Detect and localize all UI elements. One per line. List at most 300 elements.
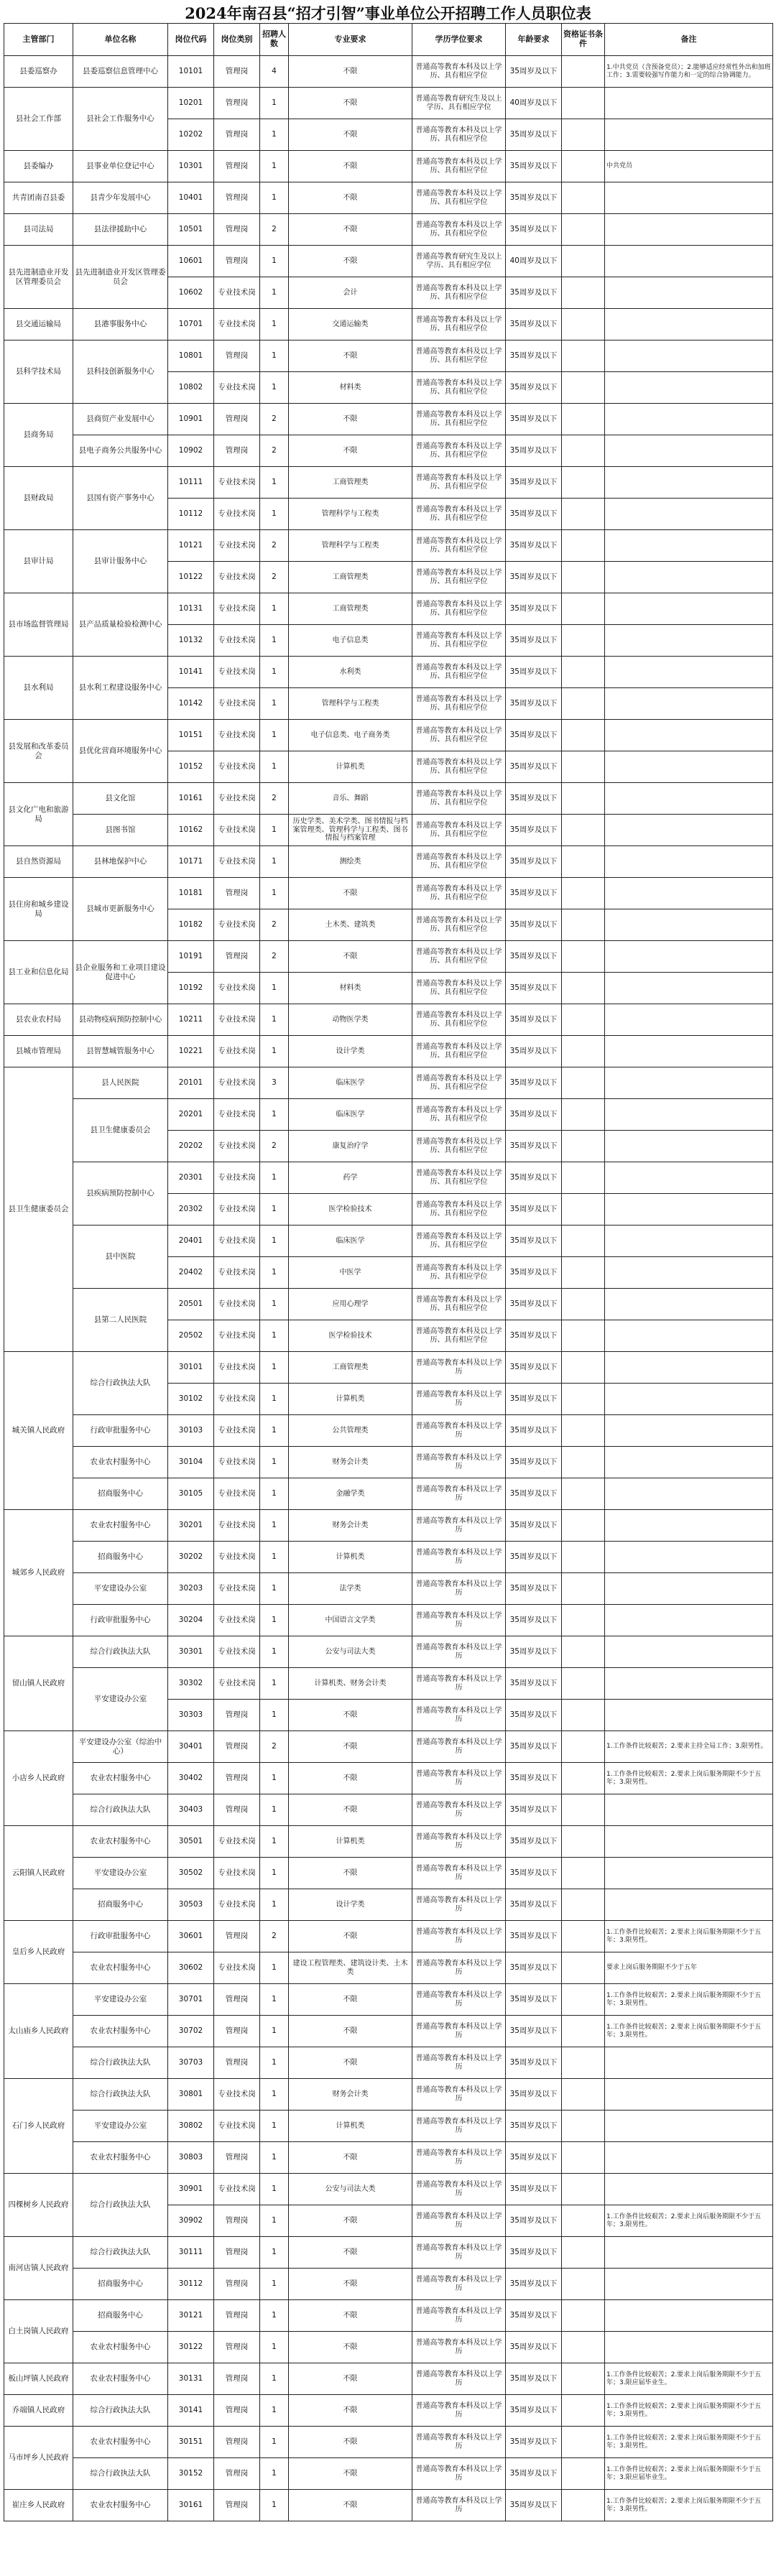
- cell-count: 1: [260, 1226, 289, 1257]
- table-row: [4, 1510, 773, 1542]
- cell-major: 不限: [289, 340, 412, 372]
- cell-major: 不限: [289, 1763, 412, 1794]
- cell-category: 专业技术岗: [214, 1605, 260, 1636]
- cell-age: 35周岁及以下: [506, 1952, 562, 1984]
- cell-age: 35周岁及以下: [506, 941, 562, 973]
- cell-certificate: [562, 846, 605, 878]
- cell-remarks: [605, 1605, 773, 1636]
- cell-remarks: [605, 435, 773, 467]
- cell-dept: 马市坪乡人民政府: [4, 2427, 73, 2490]
- cell-education: 普通高等教育本科及以上学历: [412, 1921, 506, 1952]
- cell-major: 财务会计类: [289, 2079, 412, 2111]
- cell-age: 35周岁及以下: [506, 973, 562, 1004]
- cell-remarks: [605, 657, 773, 688]
- cell-major: 临床医学: [289, 1099, 412, 1131]
- cell-code: 20101: [168, 1067, 214, 1099]
- cell-age: 35周岁及以下: [506, 878, 562, 909]
- cell-dept: 留山镇人民政府: [4, 1636, 73, 1731]
- cell-remarks: [605, 2079, 773, 2111]
- cell-code: 20301: [168, 1162, 214, 1194]
- cell-education: 普通高等教育本科及以上学历、具有相应学位: [412, 1004, 506, 1036]
- cell-education: 普通高等教育本科及以上学历、具有相应学位: [412, 404, 506, 435]
- cell-code: 10111: [168, 467, 214, 499]
- cell-count: 1: [260, 2079, 289, 2111]
- table-row: [4, 1352, 773, 1384]
- cell-major: 不限: [289, 1984, 412, 2016]
- cell-code: 10112: [168, 499, 214, 530]
- cell-education: 普通高等教育本科及以上学历、具有相应学位: [412, 56, 506, 88]
- cell-certificate: [562, 1352, 605, 1384]
- cell-unit: 县法律援助中心: [73, 214, 168, 246]
- cell-category: 专业技术岗: [214, 2111, 260, 2142]
- header-education: 学历学位要求: [412, 24, 506, 56]
- cell-category: 管理岗: [214, 2490, 260, 2521]
- cell-code: 30112: [168, 2269, 214, 2300]
- table-row: [4, 815, 773, 846]
- cell-age: 35周岁及以下: [506, 1700, 562, 1731]
- cell-major: 工商管理类: [289, 1352, 412, 1384]
- cell-age: 35周岁及以下: [506, 1636, 562, 1668]
- cell-certificate: [562, 1478, 605, 1510]
- cell-major: 不限: [289, 404, 412, 435]
- cell-certificate: [562, 973, 605, 1004]
- cell-category: 专业技术岗: [214, 720, 260, 751]
- table-row: [4, 2047, 773, 2079]
- cell-education: 普通高等教育本科及以上学历: [412, 2332, 506, 2363]
- table-row: [4, 1858, 773, 1889]
- cell-count: 2: [260, 941, 289, 973]
- cell-remarks: [605, 1257, 773, 1289]
- cell-major: 不限: [289, 941, 412, 973]
- cell-major: 应用心理学: [289, 1289, 412, 1320]
- table-row: [4, 783, 773, 815]
- table-row: [4, 2458, 773, 2490]
- cell-major: 不限: [289, 1921, 412, 1952]
- cell-age: 35周岁及以下: [506, 2490, 562, 2521]
- cell-major: 材料类: [289, 372, 412, 404]
- cell-code: 30302: [168, 1668, 214, 1700]
- cell-remarks: [605, 846, 773, 878]
- cell-major: 计算机类: [289, 2111, 412, 2142]
- cell-major: 不限: [289, 2269, 412, 2300]
- cell-education: 普通高等教育研究生及以上学历、具有相应学位: [412, 246, 506, 277]
- cell-age: 35周岁及以下: [506, 1257, 562, 1289]
- cell-certificate: [562, 2332, 605, 2363]
- table-row: [4, 2300, 773, 2332]
- table-row: [4, 182, 773, 214]
- cell-dept: 共青团南召县委: [4, 182, 73, 214]
- cell-dept: 县住房和城乡建设局: [4, 878, 73, 941]
- cell-category: 管理岗: [214, 2016, 260, 2047]
- cell-unit: 招商服务中心: [73, 1478, 168, 1510]
- cell-education: 普通高等教育本科及以上学历: [412, 2111, 506, 2142]
- cell-unit: 县港事服务中心: [73, 309, 168, 340]
- cell-major: 不限: [289, 2047, 412, 2079]
- cell-major: 金融学类: [289, 1478, 412, 1510]
- cell-code: 30801: [168, 2079, 214, 2111]
- cell-dept: 县工业和信息化局: [4, 941, 73, 1004]
- cell-age: 35周岁及以下: [506, 1447, 562, 1478]
- cell-unit: 县水利工程建设服务中心: [73, 657, 168, 720]
- cell-count: 1: [260, 973, 289, 1004]
- cell-major: 不限: [289, 1731, 412, 1763]
- cell-count: 1: [260, 2111, 289, 2142]
- cell-unit: 县城市更新服务中心: [73, 878, 168, 941]
- cell-age: 35周岁及以下: [506, 1099, 562, 1131]
- cell-count: 1: [260, 2016, 289, 2047]
- cell-certificate: [562, 1510, 605, 1542]
- cell-unit: 县优化营商环境服务中心: [73, 720, 168, 783]
- cell-count: 2: [260, 530, 289, 562]
- cell-education: 普通高等教育本科及以上学历、具有相应学位: [412, 151, 506, 182]
- cell-age: 35周岁及以下: [506, 562, 562, 593]
- cell-remarks: [605, 182, 773, 214]
- cell-code: 30104: [168, 1447, 214, 1478]
- cell-dept: 板山坪镇人民政府: [4, 2363, 73, 2395]
- cell-certificate: [562, 119, 605, 151]
- cell-age: 35周岁及以下: [506, 1194, 562, 1226]
- cell-count: 2: [260, 404, 289, 435]
- table-row: [4, 1763, 773, 1794]
- cell-unit: 县文化馆: [73, 783, 168, 815]
- cell-unit: 县卫生健康委员会: [73, 1099, 168, 1162]
- cell-age: 35周岁及以下: [506, 2363, 562, 2395]
- cell-category: 专业技术岗: [214, 1289, 260, 1320]
- cell-count: 1: [260, 1352, 289, 1384]
- cell-age: 35周岁及以下: [506, 1289, 562, 1320]
- cell-category: 专业技术岗: [214, 372, 260, 404]
- cell-certificate: [562, 688, 605, 720]
- table-row: [4, 1036, 773, 1067]
- cell-count: 1: [260, 1858, 289, 1889]
- cell-education: 普通高等教育本科及以上学历、具有相应学位: [412, 815, 506, 846]
- cell-unit: 县图书馆: [73, 815, 168, 846]
- cell-dept: 县城市管理局: [4, 1036, 73, 1067]
- cell-category: 专业技术岗: [214, 1131, 260, 1162]
- cell-education: 普通高等教育本科及以上学历、具有相应学位: [412, 340, 506, 372]
- cell-count: 3: [260, 1067, 289, 1099]
- cell-education: 普通高等教育本科及以上学历、具有相应学位: [412, 973, 506, 1004]
- table-row: [4, 246, 773, 277]
- cell-certificate: [562, 499, 605, 530]
- cell-remarks: [605, 973, 773, 1004]
- cell-education: 普通高等教育本科及以上学历、具有相应学位: [412, 941, 506, 973]
- cell-category: 管理岗: [214, 1794, 260, 1826]
- table-row: [4, 2395, 773, 2427]
- cell-remarks: [605, 909, 773, 941]
- cell-unit: 综合行政执法大队: [73, 2174, 168, 2237]
- cell-remarks: [605, 1162, 773, 1194]
- cell-education: 普通高等教育本科及以上学历、具有相应学位: [412, 435, 506, 467]
- cell-age: 35周岁及以下: [506, 56, 562, 88]
- cell-certificate: [562, 2142, 605, 2174]
- cell-category: 管理岗: [214, 2269, 260, 2300]
- cell-age: 35周岁及以下: [506, 2427, 562, 2458]
- cell-code: 30105: [168, 1478, 214, 1510]
- cell-remarks: [605, 1320, 773, 1352]
- cell-certificate: [562, 1289, 605, 1320]
- cell-category: 管理岗: [214, 1700, 260, 1731]
- cell-category: 专业技术岗: [214, 815, 260, 846]
- cell-major: 不限: [289, 1858, 412, 1889]
- cell-major: 中国语言文学类: [289, 1605, 412, 1636]
- table-row: [4, 1573, 773, 1605]
- cell-education: 普通高等教育本科及以上学历、具有相应学位: [412, 309, 506, 340]
- cell-certificate: [562, 56, 605, 88]
- cell-code: 10171: [168, 846, 214, 878]
- cell-dept: 云阳镇人民政府: [4, 1826, 73, 1921]
- cell-education: 普通高等教育本科及以上学历、具有相应学位: [412, 688, 506, 720]
- cell-unit: 综合行政执法大队: [73, 2395, 168, 2427]
- cell-remarks: [605, 277, 773, 309]
- cell-remarks: [605, 1067, 773, 1099]
- cell-count: 2: [260, 214, 289, 246]
- cell-age: 35周岁及以下: [506, 1415, 562, 1447]
- cell-category: 专业技术岗: [214, 530, 260, 562]
- cell-certificate: [562, 1668, 605, 1700]
- cell-code: 10902: [168, 435, 214, 467]
- cell-certificate: [562, 909, 605, 941]
- cell-age: 35周岁及以下: [506, 1352, 562, 1384]
- cell-education: 普通高等教育本科及以上学历: [412, 2047, 506, 2079]
- cell-code: 10601: [168, 246, 214, 277]
- cell-dept: 县商务局: [4, 404, 73, 467]
- cell-remarks: [605, 499, 773, 530]
- cell-certificate: [562, 2205, 605, 2237]
- cell-major: 不限: [289, 2458, 412, 2490]
- table-row: [4, 2427, 773, 2458]
- cell-unit: 县中医院: [73, 1226, 168, 1289]
- cell-count: 1: [260, 1605, 289, 1636]
- cell-major: 不限: [289, 214, 412, 246]
- cell-category: 专业技术岗: [214, 751, 260, 783]
- cell-count: 1: [260, 1636, 289, 1668]
- table-row: [4, 2174, 773, 2205]
- cell-age: 35周岁及以下: [506, 625, 562, 657]
- cell-count: 1: [260, 1573, 289, 1605]
- cell-age: 35周岁及以下: [506, 2047, 562, 2079]
- cell-dept: 县水利局: [4, 657, 73, 720]
- cell-code: 20501: [168, 1289, 214, 1320]
- cell-code: 10301: [168, 151, 214, 182]
- cell-category: 专业技术岗: [214, 1226, 260, 1257]
- cell-code: 10161: [168, 783, 214, 815]
- cell-major: 康复治疗学: [289, 1131, 412, 1162]
- cell-unit: 综合行政执法大队: [73, 2047, 168, 2079]
- cell-major: 不限: [289, 1700, 412, 1731]
- cell-certificate: [562, 214, 605, 246]
- cell-major: 不限: [289, 2237, 412, 2269]
- cell-remarks: 1.工作条件比较艰苦；2.要求上岗后服务期限不少于五年；3.限男性。: [605, 2427, 773, 2458]
- cell-count: 1: [260, 625, 289, 657]
- cell-certificate: [562, 2269, 605, 2300]
- cell-code: 30702: [168, 2016, 214, 2047]
- cell-age: 35周岁及以下: [506, 783, 562, 815]
- cell-unit: 农业农村服务中心: [73, 2363, 168, 2395]
- cell-age: 35周岁及以下: [506, 1605, 562, 1636]
- table-row: [4, 593, 773, 625]
- cell-code: 30131: [168, 2363, 214, 2395]
- cell-certificate: [562, 88, 605, 119]
- cell-certificate: [562, 2300, 605, 2332]
- cell-category: 管理岗: [214, 88, 260, 119]
- cell-age: 35周岁及以下: [506, 182, 562, 214]
- cell-count: 1: [260, 246, 289, 277]
- cell-education: 普通高等教育本科及以上学历、具有相应学位: [412, 625, 506, 657]
- cell-unit: 行政审批服务中心: [73, 1415, 168, 1447]
- cell-remarks: [605, 1194, 773, 1226]
- cell-category: 专业技术岗: [214, 1826, 260, 1858]
- cell-dept: 崔庄乡人民政府: [4, 2490, 73, 2521]
- cell-unit: 平安建设办公室: [73, 1984, 168, 2016]
- cell-education: 普通高等教育本科及以上学历、具有相应学位: [412, 530, 506, 562]
- table-row: [4, 1636, 773, 1668]
- cell-unit: 农业农村服务中心: [73, 2332, 168, 2363]
- cell-certificate: [562, 720, 605, 751]
- cell-remarks: [605, 783, 773, 815]
- cell-unit: 县审计服务中心: [73, 530, 168, 593]
- cell-code: 30161: [168, 2490, 214, 2521]
- cell-certificate: [562, 593, 605, 625]
- cell-age: 35周岁及以下: [506, 1826, 562, 1858]
- cell-remarks: [605, 530, 773, 562]
- cell-count: 1: [260, 657, 289, 688]
- table-row: [4, 2332, 773, 2363]
- cell-code: 30202: [168, 1542, 214, 1573]
- cell-major: 中医学: [289, 1257, 412, 1289]
- cell-education: 普通高等教育本科及以上学历: [412, 2079, 506, 2111]
- cell-count: 1: [260, 2332, 289, 2363]
- cell-count: 1: [260, 2205, 289, 2237]
- cell-age: 35周岁及以下: [506, 214, 562, 246]
- cell-major: 财务会计类: [289, 1447, 412, 1478]
- cell-certificate: [562, 2174, 605, 2205]
- cell-category: 管理岗: [214, 404, 260, 435]
- table-row: [4, 1984, 773, 2016]
- cell-education: 普通高等教育本科及以上学历: [412, 1573, 506, 1605]
- cell-certificate: [562, 1384, 605, 1415]
- cell-category: 专业技术岗: [214, 1858, 260, 1889]
- cell-education: 普通高等教育本科及以上学历: [412, 2237, 506, 2269]
- cell-unit: 平安建设办公室: [73, 1858, 168, 1889]
- cell-count: 1: [260, 2142, 289, 2174]
- cell-code: 10901: [168, 404, 214, 435]
- table-row: [4, 1668, 773, 1700]
- header-major: 专业要求: [289, 24, 412, 56]
- cell-code: 20202: [168, 1131, 214, 1162]
- cell-dept: 县文化广电和旅游局: [4, 783, 73, 846]
- cell-certificate: [562, 1605, 605, 1636]
- cell-unit: 县疾病预防控制中心: [73, 1162, 168, 1226]
- cell-certificate: [562, 1573, 605, 1605]
- cell-certificate: [562, 2237, 605, 2269]
- cell-code: 10131: [168, 593, 214, 625]
- cell-education: 普通高等教育本科及以上学历: [412, 1384, 506, 1415]
- cell-unit: 县企业服务和工业项目建设促进中心: [73, 941, 168, 1004]
- cell-education: 普通高等教育本科及以上学历、具有相应学位: [412, 372, 506, 404]
- cell-dept: 县交通运输局: [4, 309, 73, 340]
- cell-unit: 县科技创新服务中心: [73, 340, 168, 404]
- cell-certificate: [562, 1921, 605, 1952]
- table-row: [4, 1478, 773, 1510]
- cell-age: 35周岁及以下: [506, 435, 562, 467]
- cell-major: 不限: [289, 2332, 412, 2363]
- cell-remarks: [605, 1036, 773, 1067]
- cell-unit: 县电子商务公共服务中心: [73, 435, 168, 467]
- cell-certificate: [562, 2016, 605, 2047]
- table-row: [4, 467, 773, 499]
- cell-unit: 县商贸产业发展中心: [73, 404, 168, 435]
- cell-education: 普通高等教育本科及以上学历、具有相应学位: [412, 562, 506, 593]
- cell-age: 35周岁及以下: [506, 1131, 562, 1162]
- cell-major: 材料类: [289, 973, 412, 1004]
- cell-remarks: [605, 2300, 773, 2332]
- cell-major: 不限: [289, 56, 412, 88]
- cell-remarks: 中共党员: [605, 151, 773, 182]
- cell-education: 普通高等教育本科及以上学历: [412, 1700, 506, 1731]
- cell-unit: 农业农村服务中心: [73, 1510, 168, 1542]
- cell-education: 普通高等教育本科及以上学历: [412, 2016, 506, 2047]
- cell-age: 35周岁及以下: [506, 751, 562, 783]
- cell-remarks: 要求上岗后服务期限不少于五年: [605, 1952, 773, 1984]
- cell-age: 35周岁及以下: [506, 2395, 562, 2427]
- cell-remarks: 1.工作条件比较艰苦；2.要求上岗后服务期限不少于五年；3.限男性。: [605, 2395, 773, 2427]
- cell-code: 30204: [168, 1605, 214, 1636]
- cell-code: 10182: [168, 909, 214, 941]
- cell-dept: 县科学技术局: [4, 340, 73, 404]
- cell-code: 30502: [168, 1858, 214, 1889]
- cell-count: 4: [260, 56, 289, 88]
- cell-dept: 石门乡人民政府: [4, 2079, 73, 2174]
- cell-major: 管理科学与工程类: [289, 688, 412, 720]
- cell-count: 1: [260, 1984, 289, 2016]
- cell-code: 10132: [168, 625, 214, 657]
- cell-age: 35周岁及以下: [506, 151, 562, 182]
- cell-category: 专业技术岗: [214, 1352, 260, 1384]
- cell-remarks: [605, 815, 773, 846]
- cell-category: 专业技术岗: [214, 1447, 260, 1478]
- cell-remarks: 1.工作条件比较艰苦；2.要求上岗后服务期限不少于五年；3.限男性。: [605, 1984, 773, 2016]
- cell-count: 1: [260, 2363, 289, 2395]
- cell-remarks: [605, 688, 773, 720]
- cell-certificate: [562, 2427, 605, 2458]
- cell-education: 普通高等教育本科及以上学历、具有相应学位: [412, 1257, 506, 1289]
- cell-code: 10202: [168, 119, 214, 151]
- cell-education: 普通高等教育本科及以上学历: [412, 2205, 506, 2237]
- cell-remarks: [605, 2047, 773, 2079]
- cell-education: 普通高等教育本科及以上学历: [412, 1668, 506, 1700]
- cell-education: 普通高等教育本科及以上学历: [412, 2427, 506, 2458]
- cell-age: 35周岁及以下: [506, 657, 562, 688]
- cell-education: 普通高等教育本科及以上学历、具有相应学位: [412, 1226, 506, 1257]
- cell-count: 2: [260, 1131, 289, 1162]
- cell-category: 专业技术岗: [214, 1573, 260, 1605]
- cell-education: 普通高等教育本科及以上学历: [412, 1889, 506, 1921]
- cell-count: 2: [260, 435, 289, 467]
- cell-remarks: [605, 1447, 773, 1478]
- cell-age: 35周岁及以下: [506, 404, 562, 435]
- cell-age: 35周岁及以下: [506, 1510, 562, 1542]
- cell-code: 10121: [168, 530, 214, 562]
- cell-major: 计算机类: [289, 1384, 412, 1415]
- cell-education: 普通高等教育本科及以上学历、具有相应学位: [412, 909, 506, 941]
- cell-code: 10162: [168, 815, 214, 846]
- cell-age: 35周岁及以下: [506, 2332, 562, 2363]
- cell-age: 35周岁及以下: [506, 1668, 562, 1700]
- cell-major: 计算机类、财务会计类: [289, 1668, 412, 1700]
- cell-unit: 综合行政执法大队: [73, 1352, 168, 1415]
- cell-category: 管理岗: [214, 2427, 260, 2458]
